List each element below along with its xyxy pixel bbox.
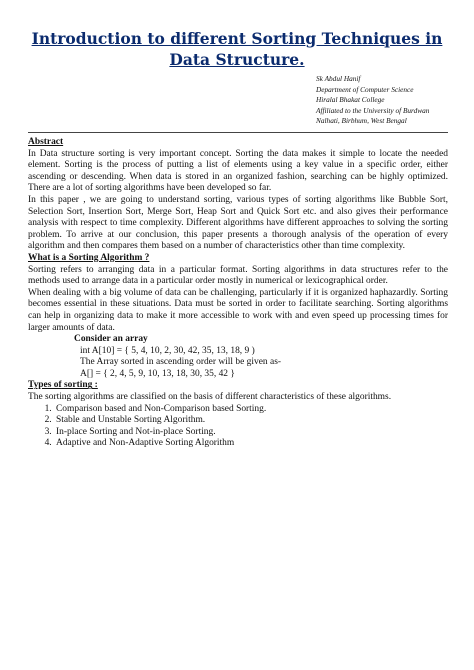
- author-department: Department of Computer Science: [316, 84, 414, 94]
- types-heading: Types of sorting :: [28, 380, 98, 391]
- example-note: The Array sorted in ascending order will be given as-: [80, 357, 282, 368]
- author-block: [316, 74, 472, 127]
- array-example: [28, 334, 448, 380]
- example-declaration: int A[10] = { 5, 4, 10, 2, 30, 42, 35, 13, 18, 9 ): [80, 345, 255, 356]
- what-is-paragraph-1: Sorting refers to arranging data in a particular format. Sorting algorithms in data structures refer to the methods used to arrange data in a particular order mostly in numerical or lexicographical order.: [28, 264, 448, 287]
- what-is-heading: What is a Sorting Algorithm ?: [28, 252, 150, 263]
- author-affiliation: Affiliated to the University of Burdwan: [316, 105, 430, 115]
- list-item: 1. Comparison based and Non-Comparison based Sorting.: [54, 404, 448, 416]
- example-heading: Consider an array: [74, 334, 148, 345]
- list-item: 4. Adaptive and Non-Adaptive Sorting Algorithm: [54, 438, 448, 450]
- abstract-paragraph-1: In Data structure sorting is very important concept. Sorting the data makes it simple to locate the needed element. Sorting is the process of putting a list of elements using a key value in a specific order, either ascending or descending. When data is stored in an organized fashion, searching can be highly optimized. There are a lot of sorting algorithms have been developed so far.: [28, 148, 448, 194]
- author-address: Nalhati, Birbhum, West Bengal: [316, 116, 407, 125]
- paper-title: Introduction to different Sorting Techniques in Data Structure.: [31, 29, 443, 69]
- author-name: Sk Abdul Hanif: [316, 74, 361, 83]
- list-item: 2. Stable and Unstable Sorting Algorithm.: [54, 415, 448, 427]
- header-divider: [28, 132, 448, 133]
- abstract-paragraph-2: In this paper , we are going to understand sorting, various types of sorting algorithms like Bubble Sort, Selection Sort, Insertion Sort, Merge Sort, Heap Sort and Quick Sort etc. and also gives their performance analysis with respect to time complexity. Different algorithms have different approaches to solving the sorting problem. To arrive at our conclusion, this paper presents a thorough analysis of the operation of every algorithm and then compares them based on a number of characteristics other than time complexity.: [28, 194, 448, 252]
- author-college: Hiralal Bhakat College: [316, 95, 385, 104]
- what-is-paragraph-2: When dealing with a big volume of data can be challenging, particularly if it is organized haphazardly. Sorting becomes essential in these situations. Data must be sorted in order to facilitate searching. Sorting algorithms can help in organizing data to make it more accessible to work with and even speed up processing times for larger amounts of data.: [28, 287, 448, 333]
- types-list: [28, 404, 448, 450]
- types-intro: The sorting algorithms are classified on the basis of different characteristics of these algorithms.: [28, 392, 392, 403]
- list-item: 3. In-place Sorting and Not-in-place Sorting.: [54, 427, 448, 439]
- example-result: A[] = { 2, 4, 5, 9, 10, 13, 18, 30, 35, 42 }: [80, 368, 235, 379]
- abstract-heading: Abstract: [28, 137, 64, 147]
- paper-body: [28, 137, 448, 450]
